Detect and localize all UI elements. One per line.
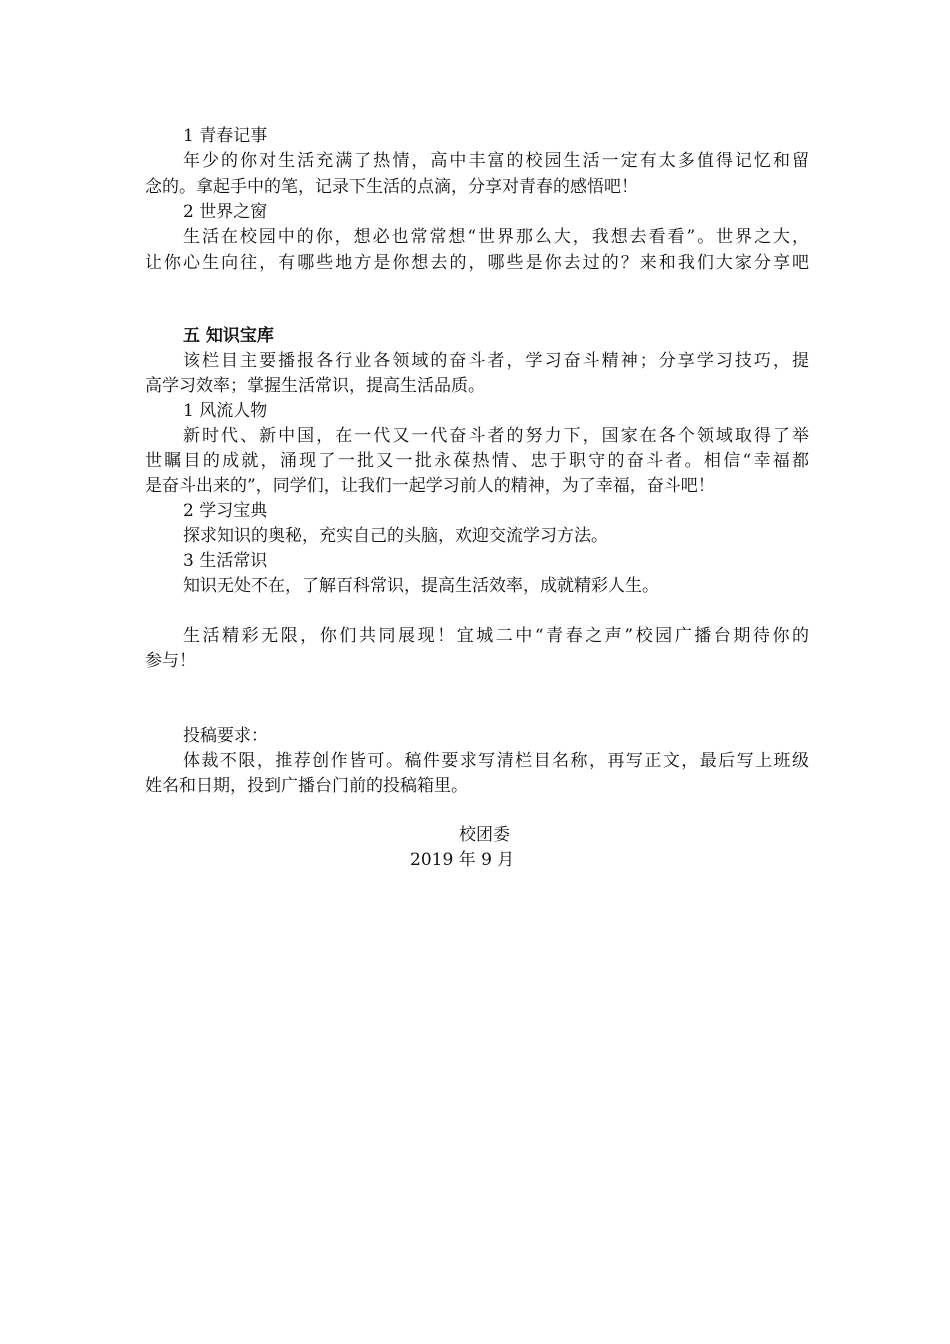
paragraph-line: 生活精彩无限，你们共同展现！宜城二中“青春之声”校园广播台期待你的 — [183, 626, 809, 646]
paragraph-line: 是奋斗出来的”，同学们，让我们一起学习前人的精神，为了幸福，奋斗吧！ — [145, 476, 715, 496]
signature-organization: 校团委 — [459, 825, 510, 845]
item-heading-world-window: 2 世界之窗 — [183, 202, 268, 222]
paragraph-line: 新时代、新中国，在一代又一代奋斗者的努力下，国家在各个领域取得了举 — [183, 426, 809, 446]
paragraph-line: 让你心生向往，有哪些地方是你想去的，哪些是你去过的？来和我们大家分享吧 — [145, 253, 809, 273]
item-heading-youth-diary: 1 青春记事 — [183, 126, 268, 146]
submission-heading: 投稿要求： — [183, 726, 268, 746]
paragraph-line: 高学习效率；掌握生活常识，提高生活品质。 — [145, 376, 485, 396]
signature-date: 2019 年 9 月 — [410, 850, 515, 870]
paragraph-line: 姓名和日期，投到广播台门前的投稿箱里。 — [145, 776, 468, 796]
paragraph-line: 知识无处不在，了解百科常识，提高生活效率，成就精彩人生。 — [183, 576, 659, 596]
paragraph-line: 世瞩目的成就，涌现了一批又一批永葆热情、忠于职守的奋斗者。相信“幸福都 — [145, 451, 809, 471]
paragraph-line: 年少的你对生活充满了热情，高中丰富的校园生活一定有太多值得记忆和留 — [183, 151, 809, 171]
paragraph-line: 生活在校园中的你，想必也常常想“世界那么大，我想去看看”。世界之大， — [183, 227, 809, 247]
item-heading-study-guide: 2 学习宝典 — [183, 501, 268, 521]
paragraph-line: 念的。拿起手中的笔，记录下生活的点滴，分享对青春的感悟吧！ — [145, 177, 638, 197]
section-title-knowledge: 五 知识宝库 — [183, 326, 274, 346]
paragraph-line: 探求知识的奥秘，充实自己的头脑，欢迎交流学习方法。 — [183, 526, 608, 546]
item-heading-life-tips: 3 生活常识 — [183, 551, 268, 571]
paragraph-line: 体裁不限，推荐创作皆可。稿件要求写清栏目名称，再写正文，最后写上班级 — [183, 751, 809, 771]
item-heading-figures: 1 风流人物 — [183, 401, 268, 421]
paragraph-line: 参与！ — [145, 651, 196, 671]
paragraph-line: 该栏目主要播报各行业各领域的奋斗者，学习奋斗精神；分享学习技巧，提 — [183, 351, 809, 371]
